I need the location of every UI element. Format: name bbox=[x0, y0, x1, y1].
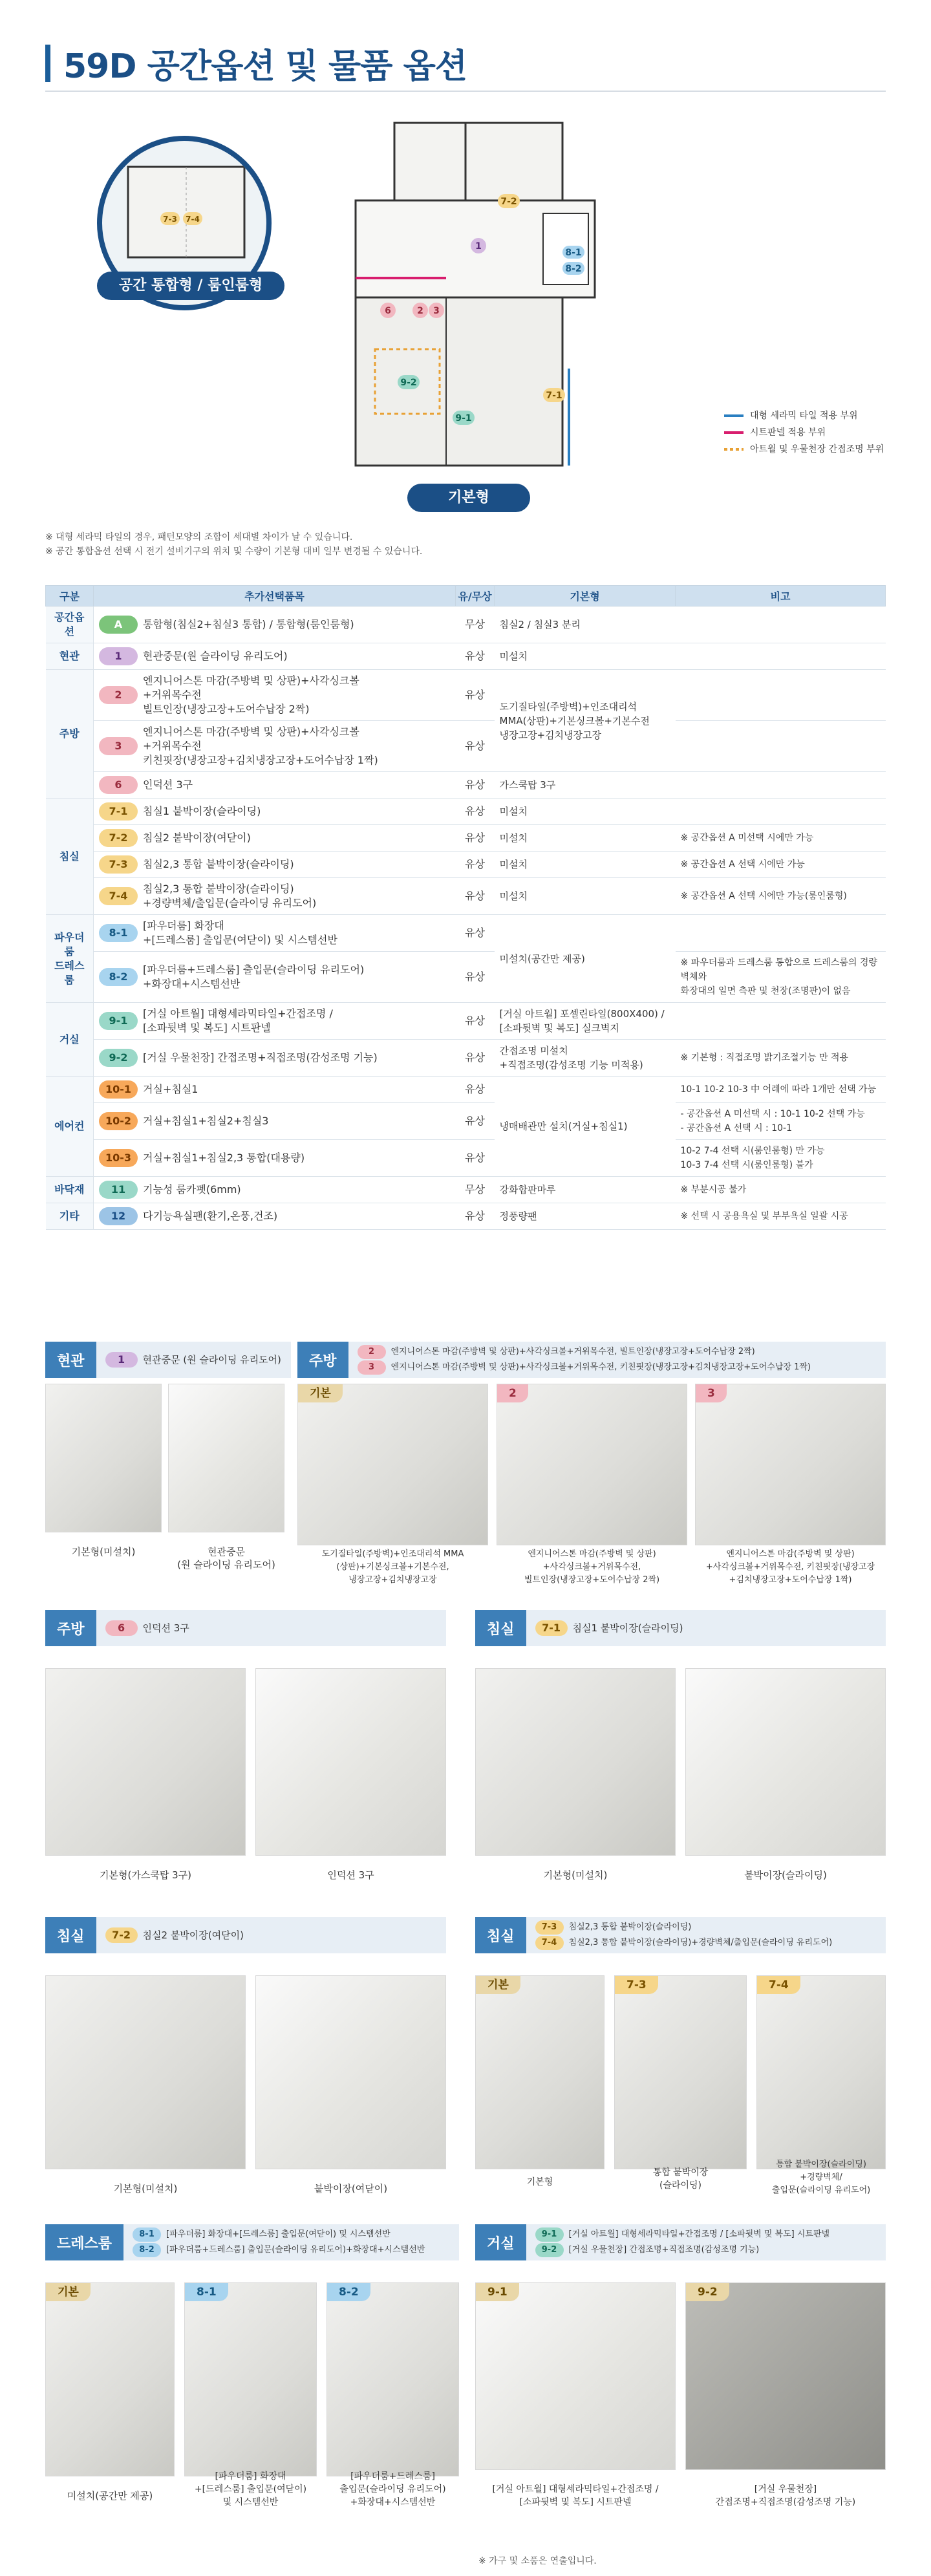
section-bedroom-23: 침실 7-3 침실2,3 통합 붙박이장(슬라이딩) 7-4 침실2,3 통합 붙박이장(슬라이딩)+경량벽체/출입문(슬라이딩 유리도어) bbox=[475, 1917, 886, 1953]
inset-label: 공간 통합형 / 룸인룸형 bbox=[97, 272, 284, 300]
table-row: 기타 12 다기능욕실팬(환기,온풍,건조) 유상 정풍량팬 ※ 선택 시 공용욕실 및 부부욕실 일괄 시공 bbox=[46, 1203, 886, 1230]
table-row: 바닥재 11 기능성 룸카펫(6mm) 무상 강화합판마루 ※ 부분시공 불가 bbox=[46, 1177, 886, 1203]
legend: 대형 세라믹 타일 적용 부위 시트판넬 적용 부위 아트월 및 우물천장 간접조명 부위 bbox=[724, 407, 884, 458]
table-row: 침실 7-1 침실1 붙박이장(슬라이딩) 유상 미설치 bbox=[46, 799, 886, 825]
footer-note: ※ 가구 및 소품은 연출입니다. bbox=[478, 2556, 597, 2566]
base-label: 기본형 bbox=[407, 484, 530, 512]
table-row: 9-2 [거실 우물천장] 간접조명+직접조명(감성조명 기능) 유상 간접조명 미설치 +직접조명(감성조명 기능 미적용) ※ 기본형 : 직접조명 밝기조절기능 만 적용 bbox=[46, 1040, 886, 1077]
page-title: 59D 공간옵션 및 물품 옵션 bbox=[45, 39, 467, 87]
table-row: 10-3 거실+침실1+침실2,3 통합(대용량) 유상 10-2 7-4 선택 시(룸인룸형) 만 가능 10-3 7-4 선택 시(룸인룸형) 불가 bbox=[46, 1140, 886, 1177]
svg-text:2: 2 bbox=[417, 306, 423, 316]
table-row: 7-3 침실2,3 통합 붙박이장(슬라이딩) 유상 미설치 ※ 공간옵션 A 선택 시에만 가능 bbox=[46, 852, 886, 878]
notes: ※ 대형 세라믹 타일의 경우, 패턴모양의 조합이 세대별 차이가 날 수 있습니다. ※ 공간 통합옵션 선택 시 전기 설비기구의 위치 및 수량이 기본형 대비 일부 변경될 수 있습니다. bbox=[45, 532, 423, 557]
option-table: 구분 추가선택품목 유/무상 기본형 비고 공간옵션 A 통합형(침실2+침실3 통합) / 통합형(룸인룸형) 무상 침실2 / 침실3 분리 현관 1 현관중문(원 슬라이딩 유리도어) 유상 미설치 주방 2엔지니어스톤 마감(주방벽 및 상판)+사각싱크볼 +거위목수전 빌트인장(냉장고장+도어수납장 2짝) 유상 도기질타일(주방벽)+인조대리석 MMA(상판)+기본싱크볼+기본수전 냉장고장+김치냉장고장 3엔지니어스톤 마감(주방벽 및 상판)+사각싱크볼 +거위목수전 키친핏장(냉장고장+김치냉장고장+도어수납장 1짝) 유상 6 인덕션 3구 유상 가스쿡탑 3구 침실 7-1 침실1 붙박이장(슬라이딩) 유상 미설치 7-2 침실2 붙박이장(여닫이) 유상 미설치 ※ 공간옵션 A 미선택 시에만 가능 7-3 침실2,3 통합 붙박이장(슬라이딩) 유상 미설치 ※ 공간옵션 A 선택 시에만 가능 7-4침실2,3 통합 붙박이장(슬라이딩) +경량벽체/출입문(슬라이딩 유리도어) 유상 미설치 ※ 공간옵션 A 선택 시에만 가능(룸인룸형) 파우더룸 드레스룸 8-1[파우더룸] 화장대 +[드레스룸] 출입문(여닫이) 및 시스템선반 유상 미설치(공간만 제공) 8-2[파우더룸+드레스룸] 출입문(슬라이딩 유리도어) +화장대+시스템선반 유상 ※ 파우더룸과 드레스룸 통합으로 드레스룸의 경량벽체와 화장대의 일면 측판 및 천장(조명판)이 없음 거실 9-1[거실 아트월] 대형세라믹타일+간접조명 / [소파뒷벽 및 복도] 시트판넬 유상 [거실 아트월] 포셀린타일(800X400) / [소파뒷벽 및 복도] 실크벽지 9-2 [거실 우물천장] 간접조명+직접조명(감성조명 기능) 유상 간접조명 미설치 +직접조명(감성조명 기능 미적용) ※ 기본형 : 직접조명 밝기조절기능 만 적용 에어컨 10-1 거실+침실1 유상 냉매배관만 설치(거실+침실1) 10-1 10-2 10-3 中 어레에 따라 1개만 선택 가능 10-2 거실+침실1+침실2+침실3 유상 - 공간옵션 A 미선택 시 : 10-1 10-2 선택 가능 - 공간옵션 A 선택 시 : 10-1 10-3 거실+침실1+침실2,3 통합(대용량) 유상 10-2 7-4 선택 시(룸인룸형) 만 가능 10-3 7-4 선택 시(룸인룸형) 불가 바닥재 11 기능성 룸카펫(6mm) 무상 강화합판마루 ※ 부분시공 불가 기타 12 다기능욕실팬(환기,온풍,건조) 유상 정풍량팬 ※ 선택 시 공용욕실 및 부부욕실 일괄 시공 bbox=[45, 585, 886, 1230]
table-row: 현관 1 현관중문(원 슬라이딩 유리도어) 유상 미설치 bbox=[46, 643, 886, 670]
table-row: 파우더룸 드레스룸 8-1[파우더룸] 화장대 +[드레스룸] 출입문(여닫이) 및 시스템선반 유상 미설치(공간만 제공) bbox=[46, 915, 886, 952]
table-row: 주방 2엔지니어스톤 마감(주방벽 및 상판)+사각싱크볼 +거위목수전 빌트인장(냉장고장+도어수납장 2짝) 유상 도기질타일(주방벽)+인조대리석 MMA(상판)+기본싱크볼+기본수전 냉장고장+김치냉장고장 bbox=[46, 670, 886, 721]
section-bedroom-1: 침실 7-1 침실1 붙박이장(슬라이딩) bbox=[475, 1610, 886, 1646]
table-row: 에어컨 10-1 거실+침실1 유상 냉매배관만 설치(거실+침실1) 10-1 10-2 10-3 中 어레에 따라 1개만 선택 가능 bbox=[46, 1077, 886, 1103]
table-row: 7-4침실2,3 통합 붙박이장(슬라이딩) +경량벽체/출입문(슬라이딩 유리도어) 유상 미설치 ※ 공간옵션 A 선택 시에만 가능(룸인룸형) bbox=[46, 878, 886, 915]
section-bedroom-2: 침실 7-2 침실2 붙박이장(여닫이) bbox=[45, 1917, 446, 1953]
floor-plan bbox=[349, 116, 608, 478]
svg-text:3: 3 bbox=[433, 306, 440, 316]
svg-text:9-2: 9-2 bbox=[400, 378, 417, 388]
svg-text:7-3: 7-3 bbox=[163, 215, 177, 224]
section-living: 거실 9-1 [거실 아트월] 대형세라믹타일+간접조명 / [소파뒷벽 및 복도] 시트판넬 9-2 [거실 우물천장] 간접조명+직접조명(감성조명 기능) bbox=[475, 2224, 886, 2260]
svg-text:1: 1 bbox=[475, 241, 482, 252]
svg-text:7-1: 7-1 bbox=[546, 391, 562, 401]
plan-tag: 7-2 bbox=[500, 197, 517, 207]
table-row: 8-2[파우더룸+드레스룸] 출입문(슬라이딩 유리도어) +화장대+시스템선반 유상 ※ 파우더룸과 드레스룸 통합으로 드레스룸의 경량벽체와 화장대의 일면 측판 및 천장(조명판)이 없음 bbox=[46, 952, 886, 1003]
table-row: 7-2 침실2 붙박이장(여닫이) 유상 미설치 ※ 공간옵션 A 미선택 시에만 가능 bbox=[46, 825, 886, 852]
svg-text:6: 6 bbox=[385, 306, 391, 316]
section-entrance: 현관 1 현관중문 (원 슬라이딩 유리도어) bbox=[45, 1342, 291, 1378]
svg-text:8-2: 8-2 bbox=[565, 264, 582, 274]
table-row: 6 인덕션 3구 유상 가스쿡탑 3구 bbox=[46, 772, 886, 799]
svg-text:7-4: 7-4 bbox=[186, 215, 200, 224]
svg-text:9-1: 9-1 bbox=[455, 413, 472, 424]
table-row: 3엔지니어스톤 마감(주방벽 및 상판)+사각싱크볼 +거위목수전 키친핏장(냉장고장+김치냉장고장+도어수납장 1짝) 유상 bbox=[46, 721, 886, 772]
table-row: 10-2 거실+침실1+침실2+침실3 유상 - 공간옵션 A 미선택 시 : 10-1 10-2 선택 가능 - 공간옵션 A 선택 시 : 10-1 bbox=[46, 1103, 886, 1140]
section-kitchen: 주방 2 엔지니어스톤 마감(주방벽 및 상판)+사각싱크볼+거위목수전, 빌트인장(냉장고장+도어수납장 2짝) 3 엔지니어스톤 마감(주방벽 및 상판)+사각싱크볼+거위목수전, 키친핏장(냉장고장+김치냉장고장+도어수납장 1짝) bbox=[297, 1342, 886, 1378]
section-kitchen-induction: 주방 6 인덕션 3구 bbox=[45, 1610, 446, 1646]
section-dressroom: 드레스룸 8-1 [파우더룸] 화장대+[드레스룸] 출입문(여닫이) 및 시스템선반 8-2 [파우더룸+드레스룸] 출입문(슬라이딩 유리도어)+화장대+시스템선반 bbox=[45, 2224, 459, 2260]
table-row: 거실 9-1[거실 아트월] 대형세라믹타일+간접조명 / [소파뒷벽 및 복도] 시트판넬 유상 [거실 아트월] 포셀린타일(800X400) / [소파뒷벽 및 복도] 실크벽지 bbox=[46, 1003, 886, 1040]
table-row: 공간옵션 A 통합형(침실2+침실3 통합) / 통합형(룸인룸형) 무상 침실2 / 침실3 분리 bbox=[46, 606, 886, 643]
divider bbox=[45, 91, 886, 92]
svg-text:8-1: 8-1 bbox=[565, 248, 582, 258]
